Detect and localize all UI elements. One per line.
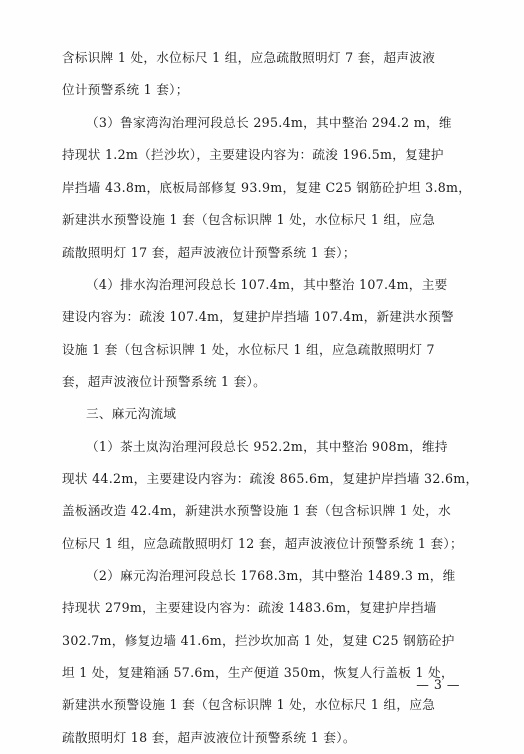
text-line: 设施 1 套（包含标识牌 1 处，水位标尺 1 组，应急疏散照明灯 7 (62, 342, 435, 357)
text-line: 含标识牌 1 处，水位标尺 1 组，应急疏散照明灯 7 套，超声波液 (62, 50, 436, 65)
text-line: 疏散照明灯 18 套，超声波液位计预警系统 1 套）。 (62, 730, 356, 745)
text-line: 坦 1 处，复建箱涵 57.6m，生产便道 350m，恢复人行盖板 1 处， (62, 665, 454, 680)
section-heading: 三、麻元沟流域 (86, 406, 177, 421)
text-line: （1）茶土岚沟治理河段总长 952.2m，其中整治 908m，维持 (86, 439, 448, 454)
text-line: 位标尺 1 组，应急疏散照明灯 12 套，超声波液位计预警系统 1 套）； (62, 536, 463, 551)
text-line: 盖板涵改造 42.4m，新建洪水预警设施 1 套（包含标识牌 1 处，水 (62, 503, 452, 518)
text-line: 新建洪水预警设施 1 套（包含标识牌 1 处，水位标尺 1 组，应急 (62, 697, 436, 712)
text-line: 疏散照明灯 17 套，超声波液位计预警系统 1 套）； (62, 245, 356, 260)
text-line: （3）鲁家湾沟治理河段总长 295.4m，其中整治 294.2 m，维 (86, 115, 452, 130)
text-line: 岸挡墙 43.8m，底板局部修复 93.9m，复建 C25 钢筋砼护坦 3.8m， (62, 180, 472, 195)
text-line: 现状 44.2m，主要建设内容为：疏浚 865.6m，复建护岸挡墙 32.6m， (62, 471, 479, 486)
page-number: — 3 — (416, 677, 460, 692)
text-line: 位计预警系统 1 套）； (62, 82, 189, 97)
text-line: 持现状 1.2m（拦沙坎），主要建设内容为：疏浚 196.5m，复建护 (62, 147, 444, 162)
text-line: 持现状 279m，主要建设内容为：疏浚 1483.6m，复建护岸挡墙 (62, 600, 437, 615)
text-line: 套，超声波液位计预警系统 1 套）。 (62, 374, 267, 389)
text-line: （4）排水沟治理河段总长 107.4m，其中整治 107.4m，主要 (86, 277, 448, 292)
text-line: 建设内容为：疏浚 107.4m，复建护岸挡墙 107.4m，新建洪水预警 (62, 309, 454, 324)
text-line: 302.7m，修复边墙 41.6m，拦沙坎加高 1 处，复建 C25 钢筋砼护 (62, 633, 455, 648)
text-line: （2）麻元沟治理河段总长 1768.3m，其中整治 1489.3 m，维 (86, 568, 456, 583)
text-line: 新建洪水预警设施 1 套（包含标识牌 1 处，水位标尺 1 组，应急 (62, 212, 436, 227)
